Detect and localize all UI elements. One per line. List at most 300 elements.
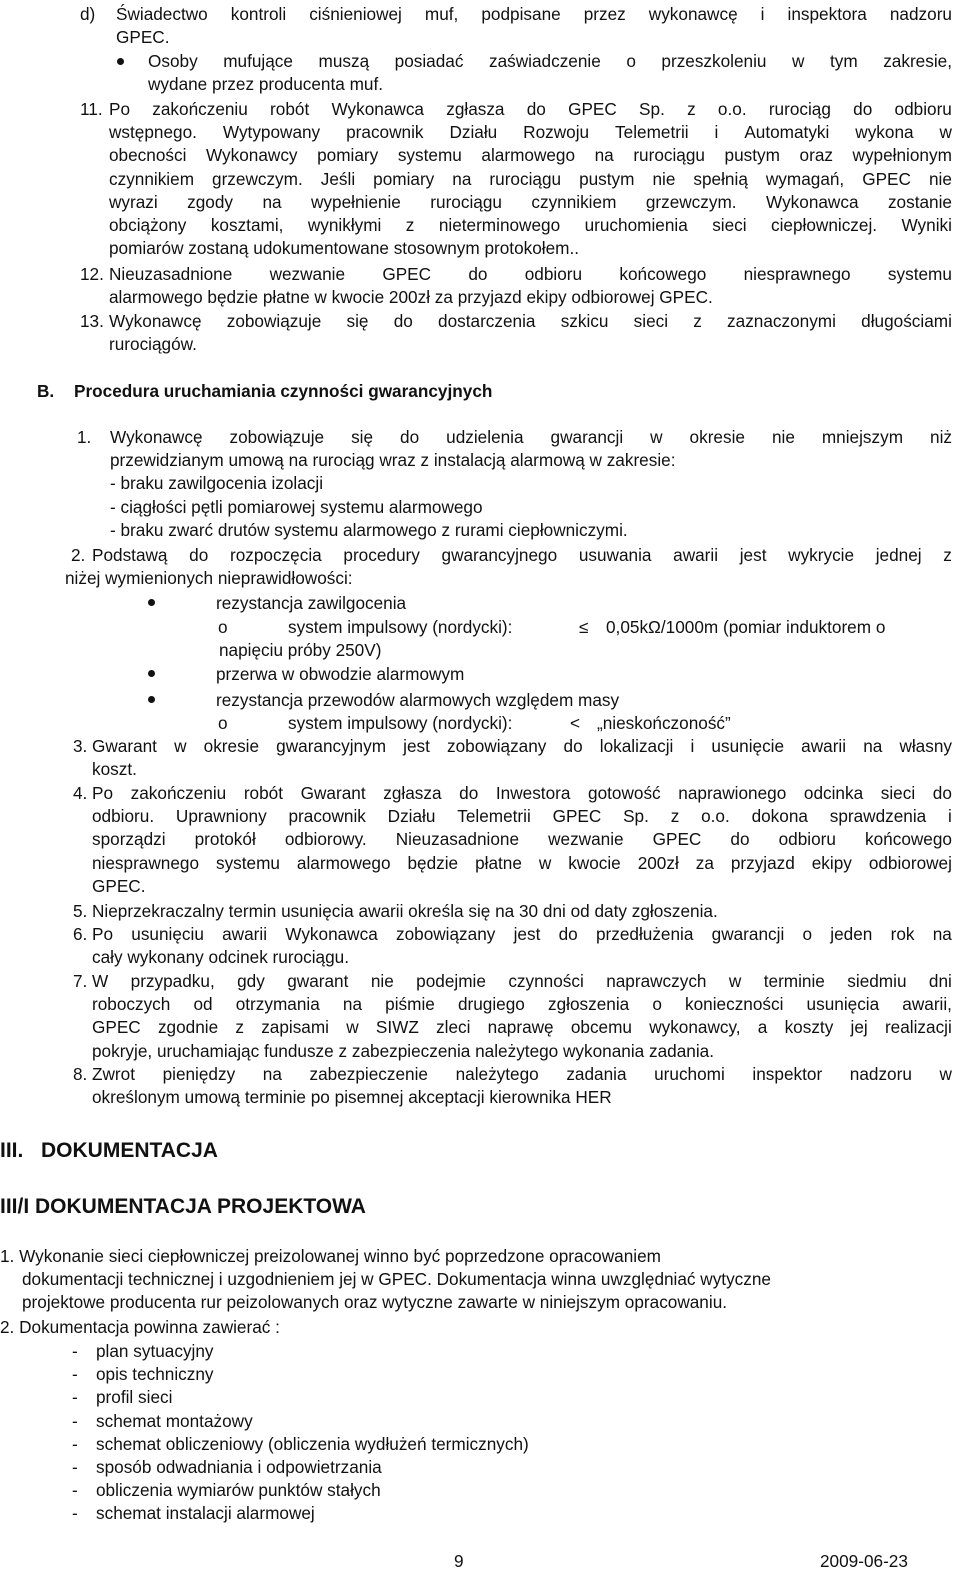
paragraph-b6 bbox=[92, 923, 952, 969]
word: pracownik bbox=[288, 806, 366, 827]
item-number: 13. bbox=[80, 311, 104, 331]
word: Wytypowany bbox=[222, 122, 321, 143]
word: i bbox=[760, 4, 765, 24]
word: usuwania bbox=[578, 545, 652, 565]
line bbox=[92, 970, 952, 993]
word: usunięcia bbox=[806, 994, 880, 1015]
word: GPEC bbox=[92, 1017, 141, 1038]
word: podejmie bbox=[416, 971, 486, 991]
word: otrzymania bbox=[235, 994, 320, 1015]
word: siedmiu bbox=[847, 971, 907, 991]
line: - ciągłości pętli pomiarowej systemu alarmowego bbox=[110, 496, 483, 517]
word: obciążony bbox=[109, 215, 187, 236]
word: gotowość bbox=[588, 783, 661, 803]
list-item-text: obliczenia wymiarów punktów stałych bbox=[96, 1480, 381, 1501]
word: kontroli bbox=[230, 4, 287, 24]
word: oraz bbox=[799, 145, 833, 166]
word: nie bbox=[928, 168, 952, 189]
word: wypełnionym bbox=[852, 145, 952, 166]
bullet-item: przerwa w obwodzie alarmowym bbox=[216, 664, 465, 684]
bullet-icon bbox=[148, 696, 155, 703]
dash: - bbox=[72, 1457, 78, 1478]
word: Wykonawcę bbox=[109, 311, 202, 331]
dash: - bbox=[72, 1341, 78, 1361]
sub-item-text: system impulsowy (nordycki): bbox=[288, 617, 513, 637]
word: na bbox=[863, 736, 883, 756]
section-b-title: Procedura uruchamiania czynności gwarancyjnych bbox=[74, 381, 493, 401]
word: okresie bbox=[203, 736, 260, 756]
line: pokryje, uruchamiając fundusze z zabezpieczenia należytego wykonania zadania. bbox=[92, 1040, 714, 1061]
word: wyrazi bbox=[109, 191, 158, 212]
word: z bbox=[670, 806, 680, 827]
word: zgłasza bbox=[383, 783, 442, 803]
word: własny bbox=[899, 736, 952, 756]
word: przez bbox=[583, 4, 626, 24]
word: gwarant bbox=[287, 971, 349, 991]
word: i bbox=[948, 806, 952, 827]
word: Gwarant bbox=[300, 783, 366, 803]
line: projektowe producenta rur peizolowanych oraz wytyczne zawarte w niniejszym opracowaniu. bbox=[22, 1292, 728, 1313]
list-item-text: schemat obliczeniowy (obliczenia wydłużeń termicznych) bbox=[96, 1433, 529, 1454]
line: przewidzianym umową na rurociąg wraz z instalacją alarmową w zakresie: bbox=[110, 450, 676, 471]
word: Zwrot bbox=[92, 1064, 135, 1084]
paragraph-b8 bbox=[92, 1063, 952, 1109]
word: rurociągu bbox=[430, 191, 502, 212]
word: zostanie bbox=[887, 191, 952, 212]
word: protokół bbox=[194, 829, 256, 850]
section-b-letter: B. bbox=[37, 381, 55, 401]
word: alarmowego bbox=[296, 852, 391, 873]
paragraph-b3 bbox=[92, 735, 952, 781]
word: Po bbox=[92, 924, 114, 944]
word: tym bbox=[829, 51, 858, 71]
word: obcemu bbox=[570, 1017, 632, 1038]
word: o bbox=[652, 994, 662, 1015]
word: muf, bbox=[424, 4, 459, 24]
section-iii-i-title: III/I DOKUMENTACJA PROJEKTOWA bbox=[0, 1195, 366, 1218]
word: uruchomienia bbox=[584, 215, 688, 236]
word: odbioru bbox=[524, 264, 583, 284]
word: rozpoczęcia bbox=[229, 545, 322, 565]
paragraph-b5: Nieprzekraczalny termin usunięcia awarii określa się na 30 dni od daty zgłoszenia. bbox=[92, 901, 718, 921]
word: zgodnie bbox=[157, 1017, 219, 1038]
item-number: 12. bbox=[80, 264, 104, 284]
word: przeszkoleniu bbox=[661, 51, 767, 71]
footer-date: 2009-06-23 bbox=[820, 1551, 908, 1571]
word: realizacji bbox=[884, 1017, 952, 1038]
word: zakończeniu bbox=[130, 783, 227, 803]
word: sieci bbox=[712, 215, 747, 236]
word: Po bbox=[92, 783, 114, 803]
word: o.o. bbox=[701, 806, 730, 827]
word: Wykonawca bbox=[331, 99, 424, 119]
word: do bbox=[468, 264, 488, 284]
word: przyjazd bbox=[730, 852, 795, 873]
word: dokona bbox=[751, 806, 808, 827]
word: Wyniki bbox=[901, 215, 952, 236]
word: gwarancji bbox=[711, 924, 785, 944]
word: odbioru bbox=[778, 829, 836, 850]
word: czynnikiem bbox=[109, 168, 195, 189]
word: na bbox=[262, 1064, 282, 1084]
word: w bbox=[792, 51, 805, 71]
word: procedury bbox=[343, 545, 420, 565]
word: posiadać bbox=[394, 51, 464, 71]
word: zgłoszenia bbox=[547, 994, 630, 1015]
list-item-text: schemat instalacji alarmowej bbox=[96, 1503, 315, 1524]
word: wymagań, bbox=[765, 168, 845, 189]
line bbox=[109, 214, 952, 237]
word: do bbox=[400, 427, 420, 447]
word: wezwanie bbox=[548, 829, 624, 850]
word: do bbox=[932, 783, 952, 803]
list-item bbox=[72, 1340, 529, 1363]
dash: - bbox=[72, 1387, 78, 1408]
word: robót bbox=[270, 99, 310, 119]
word: niesprawnego bbox=[92, 852, 200, 873]
word: zobowiązuje bbox=[226, 311, 322, 331]
word: o bbox=[802, 924, 813, 944]
sub-mark: o bbox=[218, 713, 228, 733]
word: do bbox=[563, 736, 583, 756]
word: w bbox=[650, 427, 663, 447]
word: uruchomi bbox=[654, 1064, 725, 1084]
word: nieterminowego bbox=[438, 215, 561, 236]
sub-item-cont: napięciu próby 250V) bbox=[219, 640, 382, 660]
line bbox=[92, 852, 952, 875]
word: Telemetrii bbox=[457, 806, 531, 827]
word: odbioru. bbox=[92, 806, 155, 827]
word: gwarancyjnym bbox=[276, 736, 387, 756]
word: długościami bbox=[861, 311, 952, 331]
word: zleci bbox=[436, 1017, 471, 1038]
line bbox=[92, 828, 952, 851]
word: Uprawniony bbox=[175, 806, 267, 827]
word: W bbox=[92, 971, 109, 991]
word: wstępnego. bbox=[109, 122, 197, 143]
line bbox=[109, 144, 952, 167]
line bbox=[92, 1063, 952, 1086]
word: terminie bbox=[763, 971, 825, 991]
word: przypadku, bbox=[130, 971, 215, 991]
word: i bbox=[714, 122, 719, 143]
item-number: 8. bbox=[73, 1064, 88, 1084]
word: Nieuzasadnione bbox=[109, 264, 233, 284]
paragraph-b1 bbox=[110, 426, 952, 542]
word: Po bbox=[109, 99, 131, 119]
word: Rozwoju bbox=[523, 122, 590, 143]
word: gdy bbox=[237, 971, 265, 991]
word: GPEC bbox=[652, 829, 702, 850]
word: wypełnienie bbox=[311, 191, 401, 212]
line bbox=[92, 782, 952, 805]
word: końcowego bbox=[865, 829, 952, 850]
word: niż bbox=[930, 427, 952, 447]
word: jednej bbox=[875, 545, 922, 565]
word: Gwarant bbox=[92, 736, 157, 756]
word: drugiego bbox=[457, 994, 525, 1015]
word: zobowiązuje bbox=[229, 427, 325, 447]
item-number: 2. bbox=[71, 545, 86, 565]
word: podpisane bbox=[481, 4, 561, 24]
word: zapisami bbox=[261, 1017, 330, 1038]
word: a bbox=[757, 1017, 768, 1038]
word: sprawdzenia bbox=[829, 806, 927, 827]
list-item bbox=[72, 1479, 529, 1502]
word: GPEC bbox=[552, 806, 602, 827]
word: awarii bbox=[673, 545, 719, 565]
word: jest bbox=[739, 545, 767, 565]
paragraph-11 bbox=[109, 98, 952, 260]
word: do bbox=[853, 99, 873, 119]
item-number: 3. bbox=[73, 736, 88, 756]
word: szkicu bbox=[560, 311, 609, 331]
word: pustym bbox=[724, 145, 780, 166]
word: Podstawą bbox=[92, 545, 168, 565]
line: koszt. bbox=[92, 759, 137, 780]
word: Sp. bbox=[623, 806, 649, 827]
word: zaświadczenie bbox=[489, 51, 601, 71]
word: awarii bbox=[801, 736, 847, 756]
word: spełnią bbox=[693, 168, 748, 189]
line bbox=[92, 1016, 952, 1039]
word: wykonawcę bbox=[648, 4, 738, 24]
list-item bbox=[72, 1433, 529, 1456]
line bbox=[92, 923, 952, 946]
word: niesprawnego bbox=[743, 264, 851, 284]
list-item bbox=[72, 1363, 529, 1386]
sub-item-text: system impulsowy (nordycki): bbox=[288, 713, 513, 733]
bullet-icon bbox=[148, 670, 155, 677]
word: grzewczym. bbox=[645, 191, 737, 212]
paragraph-b2-line: niżej wymienionych nieprawidłowości: bbox=[65, 568, 353, 588]
section-iii-number: III. bbox=[0, 1139, 24, 1162]
word: w bbox=[939, 122, 952, 143]
dash: - bbox=[72, 1480, 78, 1501]
list-item-text: plan sytuacyjny bbox=[96, 1341, 214, 1361]
word: Osoby bbox=[148, 51, 198, 71]
word: Działu bbox=[387, 806, 436, 827]
item-number: 4. bbox=[73, 783, 88, 803]
word: roboczych bbox=[92, 994, 171, 1015]
word: pustym bbox=[579, 168, 635, 189]
list-item bbox=[72, 1386, 529, 1409]
word: odbioru bbox=[894, 99, 952, 119]
paragraph-b7 bbox=[92, 970, 952, 1063]
sub-item-value: „nieskończoność” bbox=[597, 713, 731, 733]
word: się bbox=[346, 311, 369, 331]
item-number: 11. bbox=[80, 99, 103, 119]
word: systemu bbox=[215, 852, 280, 873]
word: czynnikiem bbox=[531, 191, 617, 212]
word: zabezpieczenie bbox=[309, 1064, 428, 1084]
line: dokumentacji technicznej i uzgodnieniem jej w GPEC. Dokumentacja winna uwzględniać wytyczne bbox=[22, 1269, 771, 1290]
bullet-icon bbox=[148, 599, 155, 606]
section-iii-title: DOKUMENTACJA bbox=[41, 1139, 218, 1162]
sub-mark: o bbox=[218, 617, 228, 637]
list-item-text: schemat montażowy bbox=[96, 1410, 253, 1431]
bullet-line bbox=[148, 50, 952, 73]
word: inspektor bbox=[752, 1064, 823, 1084]
word: sieci bbox=[633, 311, 669, 331]
list-item bbox=[72, 1410, 529, 1433]
word: gwarancji bbox=[550, 427, 624, 447]
word: na bbox=[262, 191, 282, 212]
word: zgłasza bbox=[446, 99, 505, 119]
word: systemu bbox=[397, 145, 462, 166]
word: pomiary bbox=[317, 145, 379, 166]
list-item-text: opis techniczny bbox=[96, 1364, 214, 1385]
sub-item-value: 0,05kΩ/1000m (pomiar induktorem o bbox=[606, 617, 886, 637]
line bbox=[109, 310, 952, 333]
word: nie bbox=[771, 427, 795, 447]
word: awarii bbox=[222, 924, 268, 944]
word: do bbox=[526, 99, 546, 119]
item-number: 7. bbox=[73, 971, 88, 991]
word: przedłużenia bbox=[595, 924, 694, 944]
word: kosztami, bbox=[210, 215, 284, 236]
item-number: 1. bbox=[77, 427, 92, 447]
word: nadzoru bbox=[889, 4, 952, 24]
bullet-item: rezystancja przewodów alarmowych względem masy bbox=[216, 690, 620, 710]
line: pomiarów zostaną udokumentowane stosownym protokołem.. bbox=[109, 238, 580, 259]
word: SIWZ bbox=[375, 1017, 419, 1038]
word: do bbox=[558, 924, 578, 944]
bullet-icon bbox=[117, 58, 124, 65]
word: GPEC bbox=[382, 264, 432, 284]
word: zaznaczonymi bbox=[727, 311, 836, 331]
word: mniejszym bbox=[821, 427, 904, 447]
word: Wykonawca bbox=[285, 924, 378, 944]
paragraph-12 bbox=[109, 263, 952, 309]
word: wykonawcy, bbox=[649, 1017, 741, 1038]
word: się bbox=[351, 427, 374, 447]
word: w bbox=[728, 971, 742, 991]
word: nadzoru bbox=[849, 1064, 912, 1084]
word: jest bbox=[403, 736, 430, 756]
word: zadania bbox=[566, 1064, 627, 1084]
word: rurociągu bbox=[633, 145, 705, 166]
word: Wykonawcę bbox=[110, 427, 203, 447]
word: dni bbox=[928, 971, 952, 991]
word: Sp. bbox=[639, 99, 665, 119]
line bbox=[109, 168, 952, 191]
word: odbiorowej bbox=[868, 852, 952, 873]
word: Inwestora bbox=[495, 783, 571, 803]
word: pomiary bbox=[373, 168, 435, 189]
word: z bbox=[693, 311, 702, 331]
dash: - bbox=[72, 1364, 78, 1385]
word: za bbox=[695, 852, 714, 873]
line bbox=[92, 735, 952, 758]
list-item-text: profil sieci bbox=[96, 1387, 173, 1408]
line bbox=[109, 263, 952, 286]
word: grzewczym. bbox=[212, 168, 303, 189]
word: dostarczenia bbox=[438, 311, 536, 331]
paragraph-b2 bbox=[92, 544, 952, 567]
word: o bbox=[626, 51, 636, 71]
word: pieniędzy bbox=[162, 1064, 236, 1084]
word: naprawczych bbox=[606, 971, 707, 991]
word: wykona bbox=[855, 122, 914, 143]
word: zgody bbox=[187, 191, 234, 212]
word: sporządzi bbox=[92, 829, 166, 850]
word: w bbox=[939, 1064, 952, 1084]
word: kwocie bbox=[568, 852, 621, 873]
word: zobowiązany bbox=[447, 736, 547, 756]
bullet-line: wydane przez producenta muf. bbox=[148, 74, 384, 94]
page-number: 9 bbox=[454, 1551, 464, 1571]
sub-item-symbol: ≤ bbox=[579, 617, 589, 637]
word: udzielenia bbox=[446, 427, 524, 447]
word: do bbox=[189, 545, 209, 565]
word: Automatyki bbox=[744, 122, 830, 143]
line bbox=[109, 98, 952, 121]
word: z bbox=[943, 545, 952, 565]
word: do bbox=[459, 783, 479, 803]
word: wynikłymi bbox=[307, 215, 382, 236]
word: w bbox=[174, 736, 187, 756]
word: na bbox=[594, 145, 614, 166]
word: sieci bbox=[880, 783, 916, 803]
word: ciśnieniowej bbox=[309, 4, 402, 24]
word: GPEC bbox=[862, 168, 911, 189]
paragraph-13 bbox=[109, 310, 952, 356]
word: jeden bbox=[830, 924, 873, 944]
item-d-label: d) bbox=[80, 4, 96, 24]
line: - braku zawilgocenia izolacji bbox=[110, 473, 324, 494]
word: nie bbox=[652, 168, 676, 189]
sub-item-symbol: < bbox=[570, 713, 581, 733]
word: okresie bbox=[689, 427, 745, 447]
word: w bbox=[346, 1017, 359, 1038]
word: zakończeniu bbox=[152, 99, 248, 119]
dash: - bbox=[72, 1503, 78, 1524]
dash: - bbox=[72, 1433, 78, 1454]
word: 200zł bbox=[637, 852, 679, 873]
word: od bbox=[193, 994, 213, 1015]
word: odbiorowy. bbox=[284, 829, 367, 850]
list-item-text: sposób odwadniania i odpowietrzania bbox=[96, 1457, 382, 1478]
word: zakresie, bbox=[883, 51, 952, 71]
paragraph-d1 bbox=[0, 1245, 771, 1315]
word: odcinka bbox=[803, 783, 864, 803]
word: koszty bbox=[784, 1017, 834, 1038]
word: pracownik bbox=[346, 122, 424, 143]
word: na bbox=[342, 994, 363, 1015]
word: konieczności bbox=[685, 994, 784, 1015]
word: nie bbox=[370, 971, 394, 991]
word: alarmowego bbox=[481, 145, 576, 166]
line bbox=[92, 805, 952, 828]
word: na bbox=[452, 168, 472, 189]
word: zobowiązany bbox=[396, 924, 496, 944]
line: rurociągów. bbox=[109, 334, 197, 355]
word: naprawę bbox=[487, 1017, 554, 1038]
word: usunięciu bbox=[131, 924, 204, 944]
word: z bbox=[687, 99, 696, 119]
word: należytego bbox=[455, 1064, 539, 1084]
list-item bbox=[72, 1456, 529, 1479]
line bbox=[109, 121, 952, 144]
word: robót bbox=[243, 783, 284, 803]
list-item bbox=[72, 1502, 529, 1525]
word: wykrycie bbox=[788, 545, 855, 565]
line: - braku zwarć drutów systemu alarmowego z rurami ciepłowniczymi. bbox=[110, 519, 628, 540]
word: i bbox=[690, 736, 695, 756]
word: gwarancyjnego bbox=[441, 545, 558, 565]
word: piśmie bbox=[385, 994, 435, 1015]
